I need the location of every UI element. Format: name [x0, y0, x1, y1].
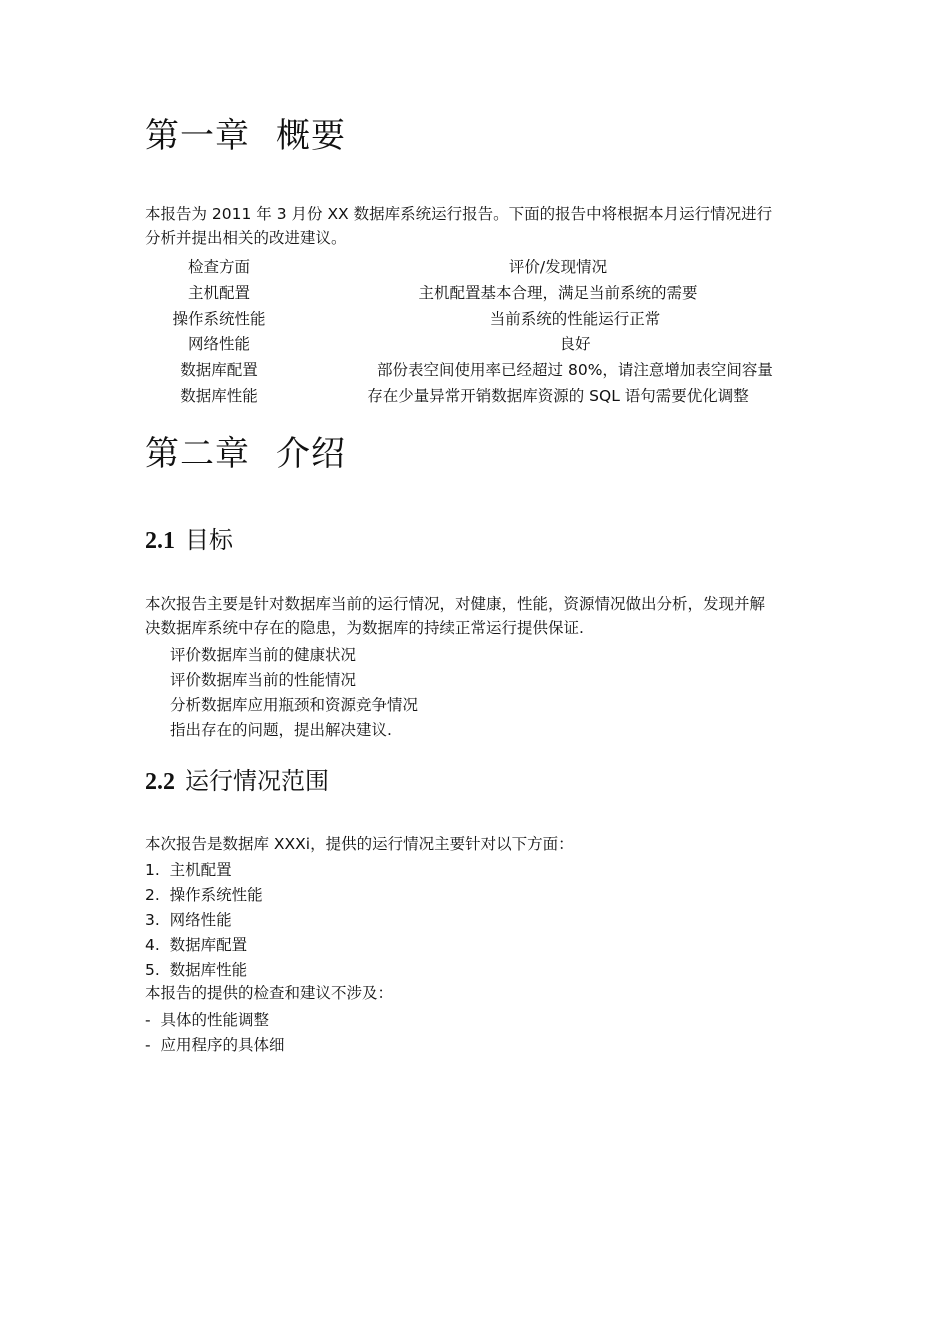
- chapter1-intro-line2: 分析并提出相关的改进建议。: [145, 229, 347, 247]
- chapter1-number: 第一章: [145, 116, 250, 156]
- section-2-2-para: 本次报告是数据库 XXXi，提供的运行情况主要针对以下方面：: [145, 835, 574, 853]
- chapter2-number: 第二章: [145, 434, 250, 474]
- chapter2-heading: [145, 426, 346, 475]
- goal-item: 评价数据库当前的健康状况: [170, 646, 357, 664]
- exclusion-dash: -: [145, 1036, 151, 1054]
- scope-item-text: 操作系统性能: [169, 886, 263, 904]
- section-title: 运行情况范围: [185, 767, 329, 795]
- table-row-aspect: 网络性能: [187, 335, 251, 353]
- exclusion-intro: 本报告的提供的检查和建议不涉及：: [145, 984, 394, 1002]
- section-number: 2.2: [145, 769, 175, 795]
- chapter2-title: 介绍: [276, 434, 346, 474]
- section-2-2-heading: [145, 761, 329, 796]
- goal-item: 指出存在的问题，提出解决建议.: [170, 721, 392, 739]
- chapter1-intro-line1: 本报告为 2011 年 3 月份 XX 数据库系统运行报告。下面的报告中将根据本月运行情况进行: [145, 205, 773, 223]
- exclusion-item: [145, 1033, 284, 1055]
- table-row-finding: 良好: [559, 335, 591, 353]
- scope-item-number: 4.: [145, 936, 160, 954]
- exclusion-text: 应用程序的具体细: [160, 1036, 285, 1054]
- table-row-aspect: 数据库配置: [180, 361, 258, 379]
- scope-item: [145, 933, 247, 955]
- table-row-finding: 存在少量异常开销数据库资源的 SQL 语句需要优化调整: [367, 387, 749, 405]
- table-row-aspect: 数据库性能: [180, 387, 258, 405]
- section-title: 目标: [185, 526, 233, 554]
- goal-item: 分析数据库应用瓶颈和资源竞争情况: [170, 696, 419, 714]
- table-header-aspect: 检查方面: [187, 258, 251, 276]
- scope-item-number: 3.: [145, 911, 160, 929]
- section-2-1-para-line2: 决数据库系统中存在的隐患，为数据库的持续正常运行提供保证.: [145, 619, 584, 637]
- table-row-finding: 主机配置基本合理，满足当前系统的需要: [418, 284, 698, 302]
- scope-item-text: 数据库性能: [169, 961, 248, 979]
- section-2-1-para-line1: 本次报告主要是针对数据库当前的运行情况，对健康，性能，资源情况做出分析，发现并解: [145, 595, 766, 613]
- table-row-aspect: 主机配置: [187, 284, 251, 302]
- scope-item: [145, 858, 232, 880]
- scope-item-text: 网络性能: [169, 911, 232, 929]
- table-row-finding: 部份表空间使用率已经超过 80%，请注意增加表空间容量: [377, 361, 773, 379]
- scope-item: [145, 883, 263, 905]
- scope-item-text: 数据库配置: [169, 936, 248, 954]
- section-number: 2.1: [145, 528, 175, 554]
- scope-item-text: 主机配置: [169, 861, 232, 879]
- scope-item: [145, 908, 232, 930]
- exclusion-text: 具体的性能调整: [160, 1011, 269, 1029]
- scope-item-number: 5.: [145, 961, 160, 979]
- goal-item: 评价数据库当前的性能情况: [170, 671, 357, 689]
- scope-item-number: 1.: [145, 861, 160, 879]
- exclusion-item: [145, 1008, 269, 1030]
- scope-item-number: 2.: [145, 886, 160, 904]
- exclusion-dash: -: [145, 1011, 151, 1029]
- table-row-finding: 当前系统的性能运行正常: [489, 310, 661, 328]
- table-row-aspect: 操作系统性能: [172, 310, 266, 328]
- scope-item: [145, 958, 247, 980]
- table-header-finding: 评价/发现情况: [508, 258, 608, 276]
- section-2-1-heading: [145, 520, 233, 555]
- chapter1-title: 概要: [276, 116, 346, 156]
- chapter1-heading: [145, 108, 346, 157]
